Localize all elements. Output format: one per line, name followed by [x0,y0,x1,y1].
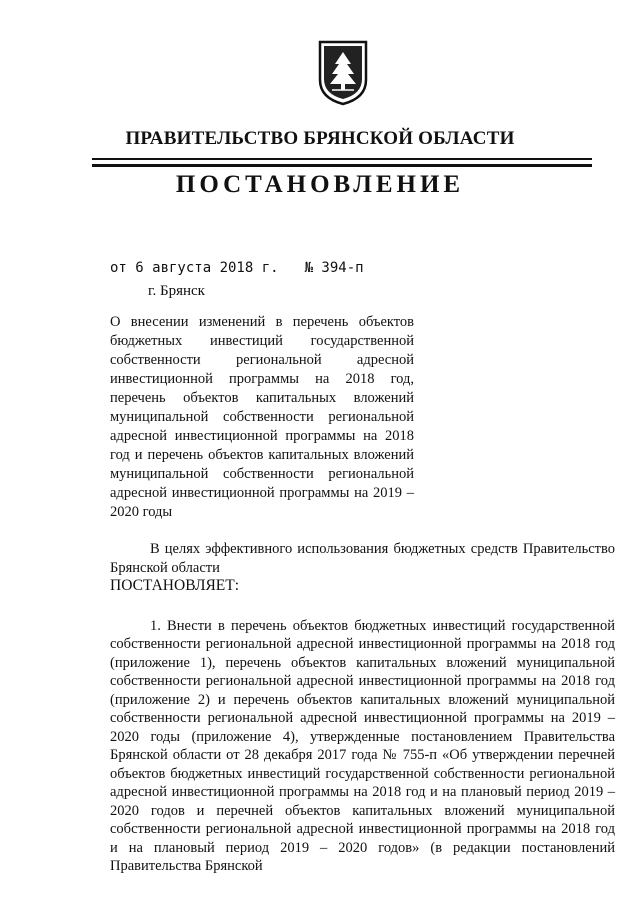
document-type-title: ПОСТАНОВЛЕНИЕ [175,171,465,198]
document-body [110,540,615,876]
government-title: ПРАВИТЕЛЬСТВО БРЯНСКОЙ ОБЛАСТИ [125,128,515,149]
document-city: г. Брянск [148,283,205,299]
header-divider-thin [92,158,592,160]
document-number: № 394-п [304,260,364,276]
document-subject: О внесении изменений в перечень объектов бюджетных инвестиций государственной собственности региональной адресной инвестиционной программы на 2018 год, перечень объектов капитальных вложений муниципальной собственности региональной адресной инвестиционной программы на 2018 год и перечень объектов капитальных вложений муниципальной собственности региональной адресной инвестиционной программы на 2019 – 2020 годы [110,314,414,520]
preamble-paragraph: В целях эффективного использования бюджетных средств Правительство Брянской области [110,541,615,576]
document-date: от 6 августа 2018 г. [110,260,279,276]
item-1-paragraph: 1. Внести в перечень объектов бюджетных инвестиций государственной собственности региональной адресной инвестиционной программы на 2018 год (приложение 1), перечень объектов капитальных вложений муниципальной собственности региональной адресной инвестиционной программы на 2018 год (приложение 2) и перечень объектов капитальных вложений муниципальной собственности региональной адресной инвестиционной программы на 2019 – 2020 годы (приложение 4), утвержденные постановлением Правительства Брянской области от 28 декабря 2017 года № 755-п «Об утверждении перечней объектов бюджетных инвестиций государственной собственности региональной адресной инвестиционной программы на 2018 год и на плановый период 2019 – 2020 годов и перечней объектов капитальных вложений муниципальной собственности региональной адресной инвестиционной программы на 2018 год и на плановый период 2019 – 2020 годов» (в редакции постановлений Правительства Брянской [110,617,615,874]
header-divider-thick [92,164,592,167]
resolves-heading: ПОСТАНОВЛЯЕТ: [110,577,240,594]
coat-of-arms-icon [318,40,368,106]
document-date-line [110,260,364,276]
